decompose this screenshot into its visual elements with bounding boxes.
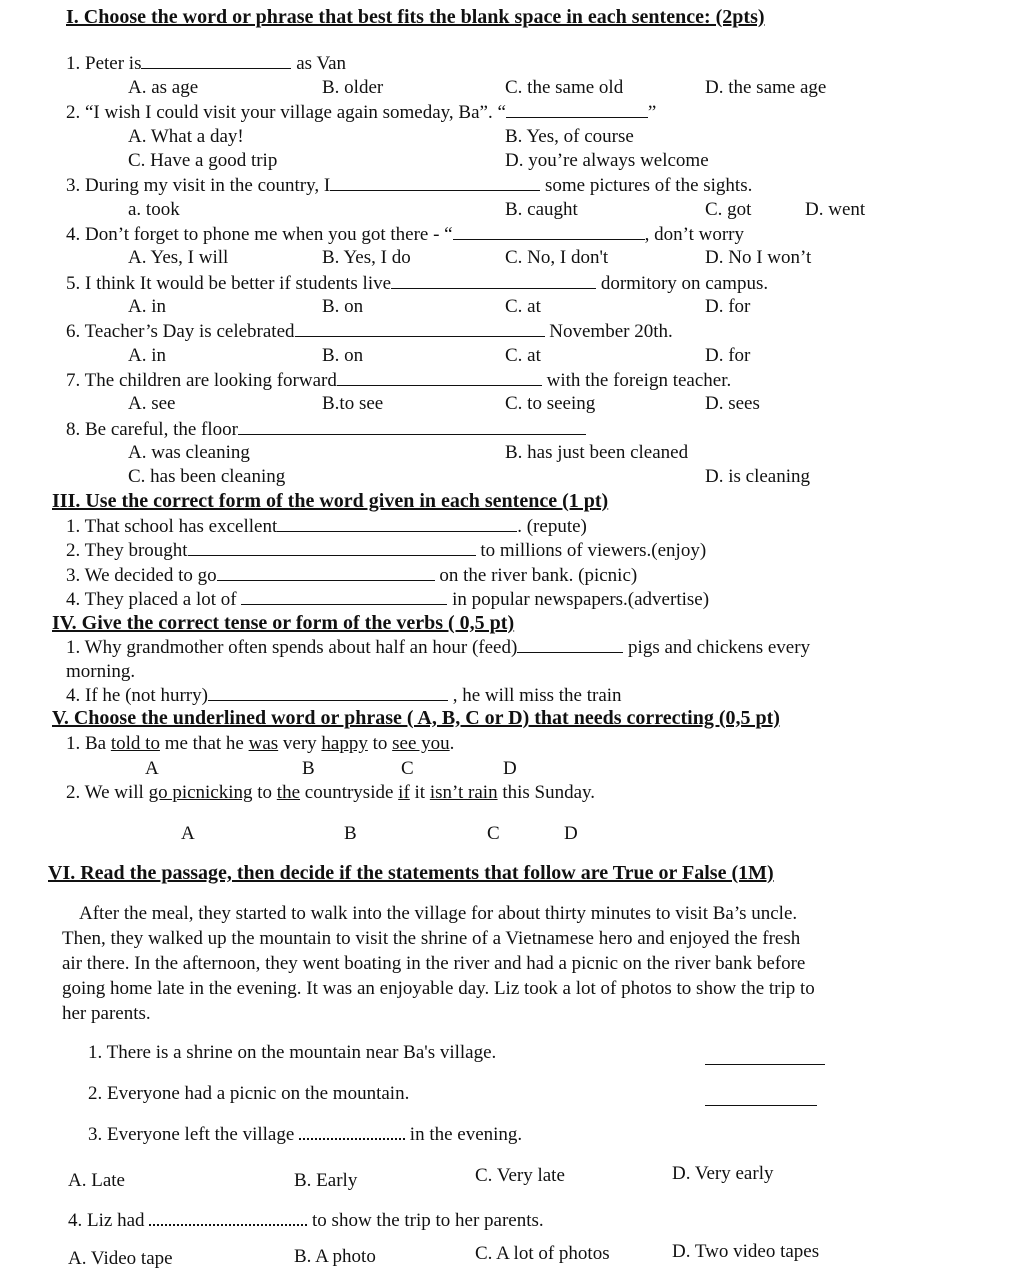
answer-blank[interactable] xyxy=(299,1123,405,1140)
answer-blank[interactable] xyxy=(391,272,596,289)
question-7 xyxy=(66,369,731,392)
answer-blank[interactable] xyxy=(453,223,645,240)
option-d[interactable]: D. you’re always welcome xyxy=(505,150,709,171)
option-b[interactable]: B. Yes, I do xyxy=(322,247,411,268)
word-form-item-1 xyxy=(66,515,587,538)
underlined-option-a[interactable]: go picnicking xyxy=(148,782,253,803)
question-5 xyxy=(66,272,768,295)
answer-blank[interactable] xyxy=(141,52,291,69)
option-b[interactable]: B. on xyxy=(322,296,364,317)
option-b[interactable]: B. caught xyxy=(505,199,578,220)
option-c[interactable]: C. got xyxy=(705,199,752,220)
sentence-text: it xyxy=(409,782,430,803)
option-c[interactable]: C. the same old xyxy=(505,77,624,98)
question-4 xyxy=(66,223,744,246)
item-text: 3. We decided to go xyxy=(66,565,217,586)
option-letter-d: D xyxy=(503,758,517,779)
true-false-blank-1[interactable] xyxy=(705,1048,825,1065)
passage-line-3: air there. In the afternoon, they went boating in the river and had a picnic on the river bank before xyxy=(62,953,806,974)
sentence-text: 1. Ba xyxy=(66,733,111,754)
sentence-text: countryside xyxy=(300,782,399,803)
option-letter-a: A xyxy=(181,823,195,844)
section-6-title-text: VI. Read the passage, then decide if the statements that follow are True or False (1M) xyxy=(48,862,774,884)
section-5-title: V. Choose the underlined word or phrase ( A, B, C or D) that needs correcting (0,5 pt) xyxy=(52,707,780,729)
option-d[interactable]: D. Two video tapes xyxy=(672,1241,820,1262)
word-form-item-4 xyxy=(66,588,709,611)
option-a[interactable]: A. Late xyxy=(68,1170,125,1191)
option-c[interactable]: C. at xyxy=(505,345,541,366)
option-b[interactable]: B. Yes, of course xyxy=(505,126,634,147)
option-c[interactable]: C. at xyxy=(505,296,541,317)
question-text: 5. I think It would be better if students live xyxy=(66,273,392,294)
option-b[interactable]: B. has just been cleaned xyxy=(505,442,689,463)
sentence-text: to xyxy=(252,782,277,803)
option-d[interactable]: D. is cleaning xyxy=(705,466,811,487)
item-hint: in popular newspapers.(advertise) xyxy=(452,589,710,610)
option-a[interactable]: a. took xyxy=(128,199,180,220)
question-1 xyxy=(66,52,346,75)
passage-line-1: After the meal, they started to walk into the village for about thirty minutes to visit Ba’s uncle. xyxy=(79,903,798,924)
item-hint: . (repute) xyxy=(517,516,587,537)
word-form-item-2 xyxy=(66,539,706,562)
underlined-option-b[interactable]: the xyxy=(276,782,301,803)
item-text: 2. They brought xyxy=(66,540,188,561)
answer-blank[interactable] xyxy=(217,564,435,581)
option-d[interactable]: D. the same age xyxy=(705,77,827,98)
item-hint: on the river bank. (picnic) xyxy=(439,565,638,586)
section-1-title: I. Choose the word or phrase that best fits the blank space in each sentence: (2pts) xyxy=(66,6,765,28)
item-text-continued: , he will miss the train xyxy=(452,685,622,706)
question-text: with the foreign teacher. xyxy=(546,370,732,391)
answer-blank[interactable] xyxy=(337,369,542,386)
question-text: some pictures of the sights. xyxy=(544,175,753,196)
passage-line-4: going home late in the evening. It was an enjoyable day. Liz took a lot of photos to show the trip to xyxy=(62,978,815,999)
option-b[interactable]: B.to see xyxy=(322,393,384,414)
option-d[interactable]: D. No I won’t xyxy=(705,247,812,268)
option-d[interactable]: D. Very early xyxy=(672,1163,774,1184)
question-text: 2. “I wish I could visit your village again someday, Ba”. “ xyxy=(66,102,506,123)
option-d[interactable]: D. went xyxy=(805,199,866,220)
section-6-title xyxy=(48,862,774,885)
answer-blank[interactable] xyxy=(241,588,447,605)
option-a[interactable]: A. Yes, I will xyxy=(128,247,229,268)
underlined-option-b[interactable]: was xyxy=(248,733,279,754)
answer-blank[interactable] xyxy=(330,174,540,191)
question-text: November 20th. xyxy=(549,321,673,342)
statement-2: 2. Everyone had a picnic on the mountain. xyxy=(88,1083,410,1104)
option-a[interactable]: A. see xyxy=(128,393,176,414)
sentence-text: . xyxy=(449,733,455,754)
answer-blank[interactable] xyxy=(208,684,448,701)
question-3 xyxy=(66,174,752,197)
underlined-option-d[interactable]: isn’t rain xyxy=(429,782,498,803)
section-3-title: III. Use the correct form of the word given in each sentence (1 pt) xyxy=(52,490,609,512)
sentence-text: very xyxy=(278,733,322,754)
statement-1: 1. There is a shrine on the mountain near Ba's village. xyxy=(88,1042,497,1063)
question-text: 8. Be careful, the floor xyxy=(66,419,238,440)
question-6 xyxy=(66,320,673,343)
question-text: dormitory on campus. xyxy=(600,273,769,294)
word-form-item-3 xyxy=(66,564,637,587)
answer-blank[interactable] xyxy=(149,1209,307,1226)
option-c[interactable]: C. Very late xyxy=(475,1165,565,1186)
passage-line-5: her parents. xyxy=(62,1003,151,1024)
statement-text: in the evening. xyxy=(409,1124,523,1145)
verb-item-4 xyxy=(66,684,622,707)
statement-text: to show the trip to her parents. xyxy=(312,1210,544,1231)
underlined-option-c[interactable]: if xyxy=(398,782,410,803)
question-text: as Van xyxy=(296,53,347,74)
option-d[interactable]: D. sees xyxy=(705,393,760,414)
option-letter-b: B xyxy=(302,758,315,779)
section-4-title: IV. Give the correct tense or form of the verbs ( 0,5 pt) xyxy=(52,612,515,634)
verb-item-1-cont: morning. xyxy=(66,661,136,682)
statement-3 xyxy=(88,1123,522,1146)
option-b[interactable]: B. Early xyxy=(294,1170,358,1191)
underlined-option-c[interactable]: happy xyxy=(321,733,368,754)
option-a[interactable]: A. What a day! xyxy=(128,126,244,147)
option-b[interactable]: B. A photo xyxy=(294,1246,376,1267)
statement-text: 4. Liz had xyxy=(68,1210,145,1231)
passage-line-2: Then, they walked up the mountain to visit the shrine of a Vietnamese hero and enjoyed the fresh xyxy=(62,928,801,949)
error-sentence-1 xyxy=(66,733,454,755)
option-c[interactable]: C. to seeing xyxy=(505,393,596,414)
option-c[interactable]: C. A lot of photos xyxy=(475,1243,610,1264)
option-a[interactable]: A. as age xyxy=(128,77,199,98)
item-text: 1. Why grandmother often spends about half an hour (feed) xyxy=(66,637,518,658)
option-a[interactable]: A. was cleaning xyxy=(128,442,250,463)
statement-4 xyxy=(68,1209,544,1232)
statement-text: 3. Everyone left the village xyxy=(88,1124,295,1145)
option-d[interactable]: D. for xyxy=(705,345,751,366)
option-letter-b: B xyxy=(344,823,357,844)
question-8 xyxy=(66,418,586,441)
answer-blank[interactable] xyxy=(295,320,545,337)
sentence-text: 2. We will xyxy=(66,782,149,803)
answer-blank[interactable] xyxy=(517,636,623,653)
item-text: 4. They placed a lot of xyxy=(66,589,237,610)
option-a[interactable]: A. in xyxy=(128,296,166,317)
underlined-option-d[interactable]: see you xyxy=(392,733,450,754)
answer-blank[interactable] xyxy=(188,539,476,556)
question-text: , don’t worry xyxy=(644,224,744,245)
underlined-option-a[interactable]: told to xyxy=(110,733,160,754)
option-a[interactable]: A. in xyxy=(128,345,166,366)
sentence-text: to xyxy=(367,733,393,754)
option-c[interactable]: C. No, I don't xyxy=(505,247,609,268)
option-b[interactable]: B. older xyxy=(322,77,384,98)
question-text: 6. Teacher’s Day is celebrated xyxy=(66,321,295,342)
question-2 xyxy=(66,101,656,124)
item-text-continued: pigs and chickens every xyxy=(628,637,811,658)
error-sentence-2 xyxy=(66,782,595,804)
option-c[interactable]: C. Have a good trip xyxy=(128,150,278,171)
answer-blank[interactable] xyxy=(238,418,586,435)
sentence-text: me that he xyxy=(159,733,249,754)
item-hint: to millions of viewers.(enjoy) xyxy=(480,540,707,561)
option-letter-c: C xyxy=(401,758,414,779)
question-text: 3. During my visit in the country, I xyxy=(66,175,331,196)
answer-blank[interactable] xyxy=(506,101,648,118)
option-c[interactable]: C. has been cleaning xyxy=(128,466,286,487)
item-text: 4. If he (not hurry) xyxy=(66,685,208,706)
answer-blank[interactable] xyxy=(277,515,517,532)
question-text: 7. The children are looking forward xyxy=(66,370,337,391)
sentence-text: this Sunday. xyxy=(497,782,596,803)
question-text: ” xyxy=(647,102,657,123)
question-text: 1. Peter is xyxy=(66,53,142,74)
verb-item-1 xyxy=(66,636,810,659)
option-letter-d: D xyxy=(564,823,578,844)
question-text: 4. Don’t forget to phone me when you got there - “ xyxy=(66,224,453,245)
option-d[interactable]: D. for xyxy=(705,296,751,317)
option-a[interactable]: A. Video tape xyxy=(68,1248,173,1269)
option-b[interactable]: B. on xyxy=(322,345,364,366)
option-letter-c: C xyxy=(487,823,500,844)
option-letter-a: A xyxy=(145,758,159,779)
true-false-blank-2[interactable] xyxy=(705,1089,817,1106)
item-text: 1. That school has excellent xyxy=(66,516,278,537)
